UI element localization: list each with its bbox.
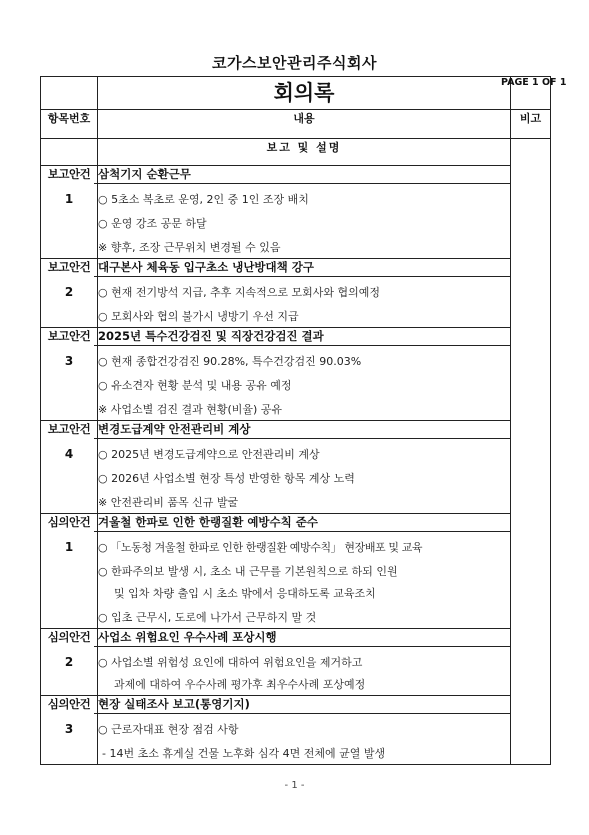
- agenda-row: [41, 259, 551, 328]
- remark-cell: [511, 139, 551, 765]
- agenda-kind: 보고안건: [47, 329, 91, 343]
- agenda-number: 2: [64, 655, 74, 669]
- agenda-content-cell: [98, 259, 511, 328]
- title-row: [41, 77, 551, 110]
- agenda-number-cell: [41, 166, 98, 259]
- agenda-line: ○ 운영 강조 공문 하달: [98, 217, 207, 230]
- agenda-content-cell: [98, 166, 511, 259]
- agenda-number: 1: [64, 540, 74, 554]
- page-label: PAGE 1 OF 1: [501, 77, 567, 88]
- agenda-number: 3: [64, 722, 74, 736]
- agenda-line: ○ 한파주의보 발생 시, 초소 내 근무를 기본원칙으로 하되 인원: [98, 565, 398, 578]
- agenda-line: 과제에 대하여 우수사례 평가후 최우수사례 포상예정: [114, 678, 366, 691]
- agenda-line: ※ 향후, 조장 근무위치 변경될 수 있음: [98, 241, 281, 254]
- agenda-row: [41, 514, 551, 629]
- section-row: [41, 139, 551, 166]
- section-blank-cell: [41, 139, 98, 166]
- agenda-number-cell: [41, 514, 98, 629]
- column-header-content: 내용: [98, 110, 511, 139]
- agenda-number-cell: [41, 259, 98, 328]
- agenda-line: ○ 2025년 변경도급계약으로 안전관리비 계상: [98, 448, 320, 461]
- title-blank-cell: [41, 77, 98, 110]
- agenda-number-cell: [41, 696, 98, 765]
- column-header-remark: 비고: [511, 110, 551, 139]
- section-title: 보고 및 설명: [98, 139, 511, 166]
- agenda-line: ○ 2026년 사업소별 현장 특성 반영한 항목 계상 노력: [98, 472, 355, 485]
- agenda-number-cell: [41, 328, 98, 421]
- document-title: 회의록: [98, 77, 511, 110]
- agenda-line: ※ 안전관리비 품목 신규 발굴: [98, 496, 239, 509]
- agenda-title: 대구본사 체육동 입구초소 냉난방대책 강구: [94, 259, 510, 277]
- agenda-line: 및 입차 차량 출입 시 초소 밖에서 응대하도록 교육조치: [114, 587, 376, 600]
- agenda-line: ○ 「노동청 겨울철 한파로 인한 한랭질환 예방수칙」 현장배포 및 교육: [98, 541, 423, 554]
- agenda-content-cell: [98, 514, 511, 629]
- agenda-line: ○ 현재 전기방석 지급, 추후 지속적으로 모회사와 협의예정: [98, 286, 380, 299]
- agenda-number-cell: [41, 629, 98, 696]
- agenda-line: ○ 모회사와 협의 불가시 냉방기 우선 지급: [98, 310, 299, 323]
- agenda-number-cell: [41, 421, 98, 514]
- header-row: [41, 110, 551, 139]
- agenda-number: 3: [64, 354, 74, 368]
- agenda-line: ○ 현재 종합건강검진 90.28%, 특수건강검진 90.03%: [98, 355, 362, 368]
- column-header-number: 항목번호: [41, 110, 98, 139]
- agenda-kind: 심의안건: [47, 630, 91, 644]
- agenda-row: [41, 421, 551, 514]
- agenda-content-cell: [98, 629, 511, 696]
- agenda-row: [41, 328, 551, 421]
- agenda-title: 변경도급계약 안전관리비 계상: [94, 421, 510, 439]
- agenda-kind: 보고안건: [47, 260, 91, 274]
- company-name: 코가스보안관리주식회사: [212, 54, 377, 72]
- agenda-kind: 보고안건: [47, 422, 91, 436]
- agenda-content-cell: [98, 328, 511, 421]
- minutes-table: [40, 76, 567, 765]
- agenda-content-cell: [98, 696, 511, 765]
- agenda-line: ○ 사업소별 위험성 요인에 대하여 위험요인을 제거하고: [98, 656, 363, 669]
- agenda-line: ○ 유소견자 현황 분석 및 내용 공유 예정: [98, 379, 292, 392]
- agenda-title: 현장 실태조사 보고(통영기지): [94, 696, 510, 714]
- agenda-kind: 보고안건: [47, 167, 91, 181]
- page-label-cell: [501, 77, 567, 110]
- agenda-title: 사업소 위험요인 우수사례 포상시행: [94, 629, 510, 647]
- page-number: - 1 -: [284, 780, 305, 791]
- agenda-line: ○ 근로자대표 현장 점검 사항: [98, 723, 239, 736]
- agenda-row: [41, 696, 551, 765]
- agenda-title: 삼척기지 순환근무: [94, 166, 510, 184]
- agenda-row: [41, 629, 551, 696]
- agenda-kind: 심의안건: [47, 515, 91, 529]
- agenda-line: ※ 사업소별 검진 결과 현황(비율) 공유: [98, 403, 283, 416]
- agenda-title: 겨울철 한파로 인한 한랭질환 예방수칙 준수: [94, 514, 510, 532]
- agenda-number: 1: [64, 192, 74, 206]
- agenda-row: [41, 166, 551, 259]
- agenda-line: ○ 입초 근무시, 도로에 나가서 근무하지 말 것: [98, 611, 317, 624]
- agenda-number: 2: [64, 285, 74, 299]
- agenda-kind: 심의안건: [47, 697, 91, 711]
- agenda-line: ○ 5초소 복초로 운영, 2인 중 1인 조장 배치: [98, 193, 309, 206]
- agenda-number: 4: [64, 447, 74, 461]
- agenda-line: - 14번 초소 휴게실 건물 노후화 심각 4면 전체에 균열 발생: [102, 747, 386, 760]
- agenda-content-cell: [98, 421, 511, 514]
- agenda-title: 2025년 특수건강검진 및 직장건강검진 결과: [94, 328, 510, 346]
